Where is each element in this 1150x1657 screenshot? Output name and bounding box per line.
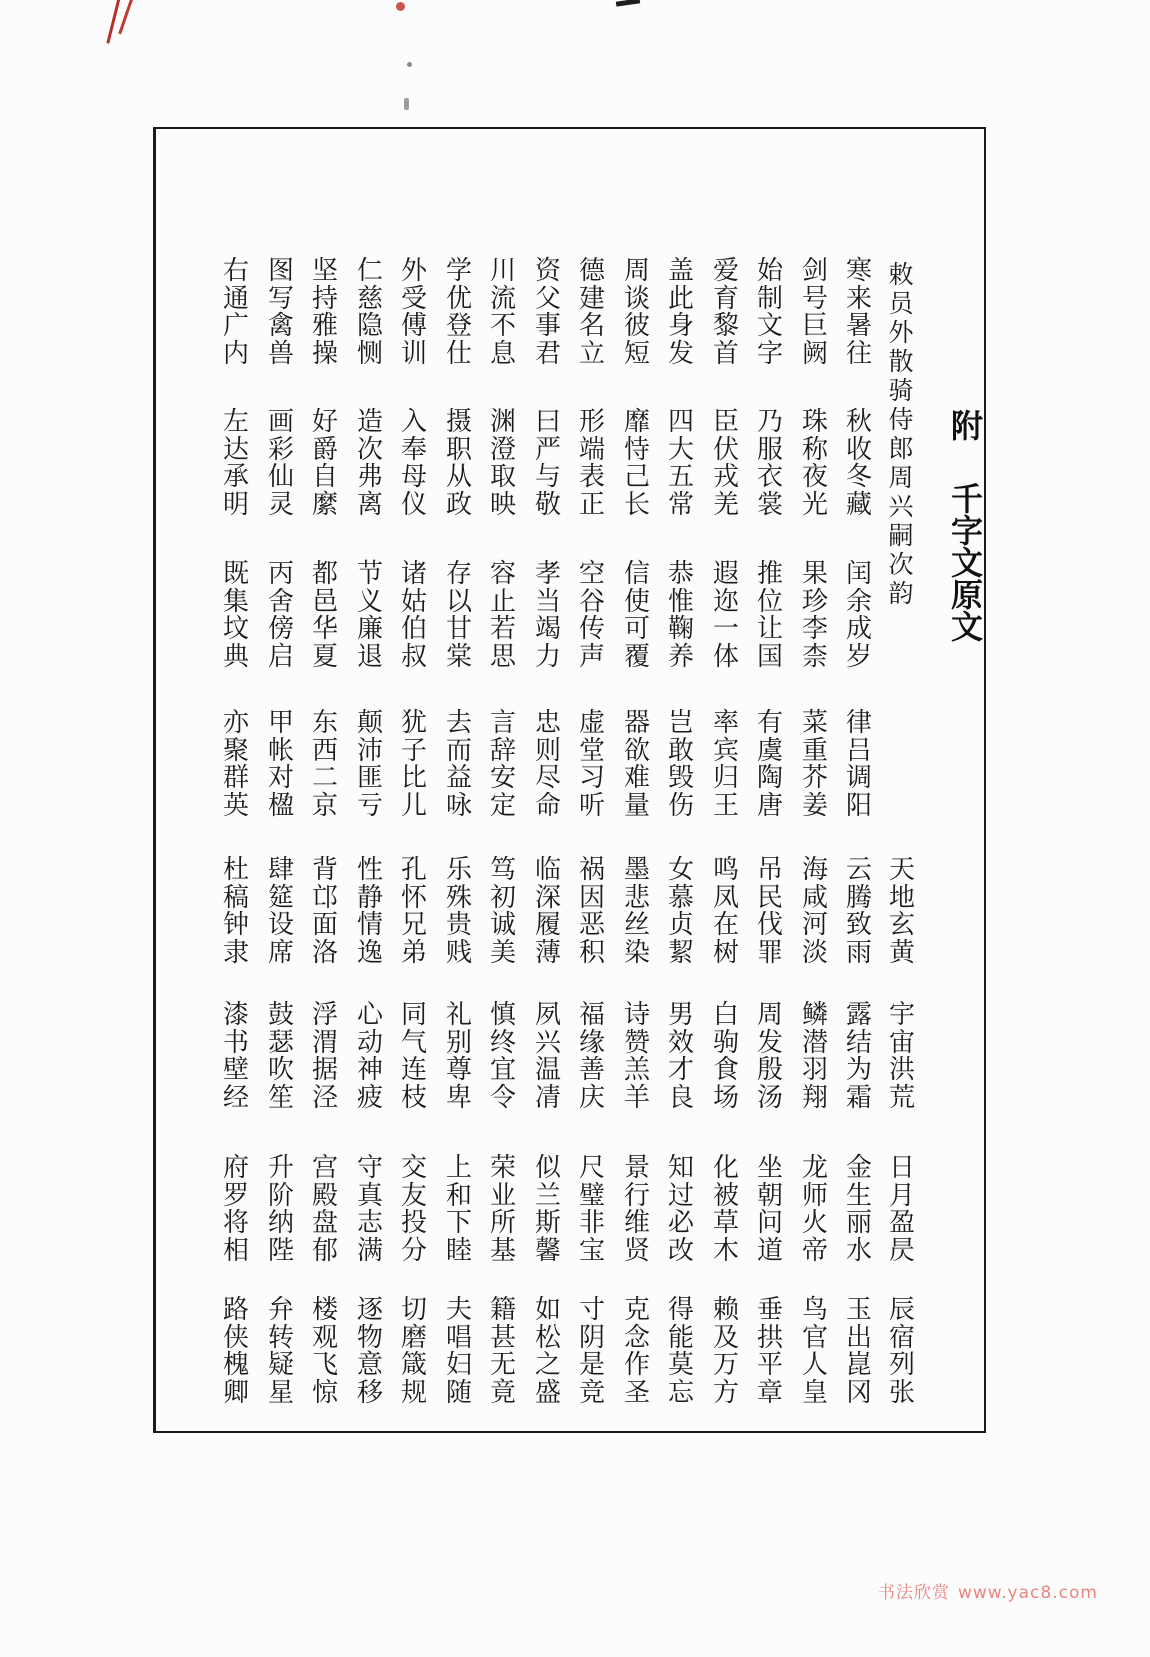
phrase-cell: 孝当竭力 — [534, 559, 561, 672]
phrase-cell: 摄职从政 — [445, 407, 472, 520]
phrase-cell: 鼓瑟吹笙 — [267, 1000, 294, 1113]
phrase-cell: 荣业所基 — [489, 1153, 516, 1266]
phrase-cell: 盖此身发 — [667, 256, 694, 369]
phrase-cell: 甲帐对楹 — [267, 708, 294, 821]
attribution-column: 敕员外散骑侍郎周兴嗣次韵 — [888, 260, 914, 608]
phrase-cell: 剑号巨阙 — [801, 256, 828, 369]
scan-artifact-red-stroke-2 — [118, 0, 135, 34]
phrase-cell: 岂敢毁伤 — [667, 708, 694, 821]
phrase-cell: 器欲难量 — [623, 708, 650, 821]
scan-artifact-red-dot — [396, 2, 405, 11]
phrase-cell: 孔怀兄弟 — [400, 855, 427, 968]
phrase-cell: 菜重芥姜 — [801, 708, 828, 821]
phrase-cell: 亦聚群英 — [222, 708, 249, 821]
phrase-cell: 川流不息 — [489, 256, 516, 369]
appendix-label: 附 — [950, 407, 983, 445]
phrase-cell: 空谷传声 — [578, 559, 605, 672]
phrase-cell: 去而益咏 — [445, 708, 472, 821]
phrase-cell: 得能莫忘 — [667, 1295, 694, 1408]
phrase-cell: 景行维贤 — [623, 1153, 650, 1266]
scan-artifact-gray-speck-1 — [407, 62, 412, 67]
page-title: 千字文原文 — [950, 480, 983, 646]
watermark-site-name: 书法欣赏 — [878, 1583, 950, 1603]
phrase-cell: 夙兴温凊 — [534, 1000, 561, 1113]
phrase-cell: 金生丽水 — [845, 1153, 872, 1266]
phrase-cell: 坐朝问道 — [756, 1153, 783, 1266]
phrase-cell: 率宾归王 — [712, 708, 739, 821]
phrase-cell: 如松之盛 — [534, 1295, 561, 1408]
phrase-cell: 礼别尊卑 — [445, 1000, 472, 1113]
phrase-cell: 节义廉退 — [356, 559, 383, 672]
phrase-cell: 宇宙洪荒 — [888, 1000, 915, 1113]
phrase-cell: 浮渭据泾 — [311, 1000, 338, 1113]
phrase-cell: 资父事君 — [534, 256, 561, 369]
phrase-cell: 垂拱平章 — [756, 1295, 783, 1408]
phrase-cell: 天地玄黄 — [888, 855, 915, 968]
phrase-cell: 白驹食场 — [712, 1000, 739, 1113]
phrase-cell: 既集坟典 — [222, 559, 249, 672]
phrase-cell: 存以甘棠 — [445, 559, 472, 672]
scan-artifact-red-stroke-1 — [106, 0, 120, 44]
phrase-cell: 容止若思 — [489, 559, 516, 672]
phrase-cell: 日月盈昃 — [888, 1153, 915, 1266]
phrase-cell: 果珍李柰 — [801, 559, 828, 672]
phrase-cell: 漆书壁经 — [222, 1000, 249, 1113]
phrase-cell: 颠沛匪亏 — [356, 708, 383, 821]
phrase-cell: 画彩仙灵 — [267, 407, 294, 520]
phrase-cell: 有虞陶唐 — [756, 708, 783, 821]
phrase-cell: 楼观飞惊 — [311, 1295, 338, 1408]
phrase-cell: 克念作圣 — [623, 1295, 650, 1408]
phrase-cell: 推位让国 — [756, 559, 783, 672]
phrase-cell: 渊澄取映 — [489, 407, 516, 520]
phrase-cell: 同气连枝 — [400, 1000, 427, 1113]
phrase-cell: 坚持雅操 — [311, 256, 338, 369]
phrase-cell: 秋收冬藏 — [845, 407, 872, 520]
phrase-cell: 丙舍傍启 — [267, 559, 294, 672]
phrase-cell: 右通广内 — [222, 256, 249, 369]
phrase-cell: 遐迩一体 — [712, 559, 739, 672]
phrase-cell: 学优登仕 — [445, 256, 472, 369]
phrase-cell: 知过必改 — [667, 1153, 694, 1266]
phrase-cell: 忠则尽命 — [534, 708, 561, 821]
scan-artifact-gray-speck-2 — [404, 98, 409, 110]
phrase-cell: 海咸河淡 — [801, 855, 828, 968]
phrase-cell: 升阶纳陛 — [267, 1153, 294, 1266]
phrase-cell: 性静情逸 — [356, 855, 383, 968]
phrase-cell: 籍甚无竟 — [489, 1295, 516, 1408]
phrase-cell: 男效才良 — [667, 1000, 694, 1113]
phrase-cell: 外受傅训 — [400, 256, 427, 369]
phrase-cell: 似兰斯馨 — [534, 1153, 561, 1266]
phrase-cell: 慎终宜令 — [489, 1000, 516, 1113]
phrase-cell: 女慕贞絜 — [667, 855, 694, 968]
phrase-cell: 赖及万方 — [712, 1295, 739, 1408]
phrase-cell: 周谈彼短 — [623, 256, 650, 369]
phrase-cell: 信使可覆 — [623, 559, 650, 672]
phrase-cell: 寒来暑往 — [845, 256, 872, 369]
phrase-cell: 鸣凤在树 — [712, 855, 739, 968]
phrase-cell: 吊民伐罪 — [756, 855, 783, 968]
phrase-cell: 交友投分 — [400, 1153, 427, 1266]
phrase-cell: 夫唱妇随 — [445, 1295, 472, 1408]
phrase-cell: 图写禽兽 — [267, 256, 294, 369]
phrase-cell: 福缘善庆 — [578, 1000, 605, 1113]
phrase-cell: 临深履薄 — [534, 855, 561, 968]
phrase-cell: 尺璧非宝 — [578, 1153, 605, 1266]
phrase-cell: 恭惟鞠养 — [667, 559, 694, 672]
phrase-cell: 闰余成岁 — [845, 559, 872, 672]
phrase-cell: 周发殷汤 — [756, 1000, 783, 1113]
phrase-cell: 珠称夜光 — [801, 407, 828, 520]
phrase-cell: 言辞安定 — [489, 708, 516, 821]
phrase-cell: 心动神疲 — [356, 1000, 383, 1113]
phrase-cell: 杜稿钟隶 — [222, 855, 249, 968]
phrase-cell: 鳞潜羽翔 — [801, 1000, 828, 1113]
phrase-cell: 露结为霜 — [845, 1000, 872, 1113]
phrase-cell: 上和下睦 — [445, 1153, 472, 1266]
phrase-cell: 虚堂习听 — [578, 708, 605, 821]
phrase-cell: 切磨箴规 — [400, 1295, 427, 1408]
phrase-cell: 律吕调阳 — [845, 708, 872, 821]
phrase-cell: 仁慈隐恻 — [356, 256, 383, 369]
phrase-cell: 诸姑伯叔 — [400, 559, 427, 672]
phrase-cell: 路侠槐卿 — [222, 1295, 249, 1408]
watermark — [878, 1578, 1146, 1603]
phrase-cell: 乃服衣裳 — [756, 407, 783, 520]
phrase-cell: 爱育黎首 — [712, 256, 739, 369]
phrase-cell: 臣伏戎羌 — [712, 407, 739, 520]
watermark-site-url[interactable]: www.yac8.com — [958, 1583, 1098, 1603]
phrase-cell: 曰严与敬 — [534, 407, 561, 520]
phrase-cell: 乐殊贵贱 — [445, 855, 472, 968]
scan-artifact-black-dash — [616, 0, 640, 7]
phrase-cell: 鸟官人皇 — [801, 1295, 828, 1408]
phrase-cell: 墨悲丝染 — [623, 855, 650, 968]
phrase-cell: 四大五常 — [667, 407, 694, 520]
phrase-cell: 笃初诚美 — [489, 855, 516, 968]
phrase-cell: 东西二京 — [311, 708, 338, 821]
phrase-cell: 德建名立 — [578, 256, 605, 369]
phrase-cell: 祸因恶积 — [578, 855, 605, 968]
phrase-cell: 云腾致雨 — [845, 855, 872, 968]
phrase-cell: 都邑华夏 — [311, 559, 338, 672]
phrase-cell: 形端表正 — [578, 407, 605, 520]
phrase-cell: 寸阴是竞 — [578, 1295, 605, 1408]
phrase-cell: 龙师火帝 — [801, 1153, 828, 1266]
phrase-cell: 化被草木 — [712, 1153, 739, 1266]
phrase-cell: 肆筵设席 — [267, 855, 294, 968]
phrase-cell: 玉出崑冈 — [845, 1295, 872, 1408]
phrase-cell: 好爵自縻 — [311, 407, 338, 520]
phrase-cell: 弁转疑星 — [267, 1295, 294, 1408]
phrase-cell: 宫殿盘郁 — [311, 1153, 338, 1266]
phrase-cell: 府罗将相 — [222, 1153, 249, 1266]
phrase-cell: 守真志满 — [356, 1153, 383, 1266]
phrase-cell: 左达承明 — [222, 407, 249, 520]
phrase-cell: 造次弗离 — [356, 407, 383, 520]
phrase-cell: 逐物意移 — [356, 1295, 383, 1408]
phrase-cell: 背邙面洛 — [311, 855, 338, 968]
phrase-cell: 靡恃己长 — [623, 407, 650, 520]
phrase-cell: 辰宿列张 — [888, 1295, 915, 1408]
phrase-cell: 诗赞羔羊 — [623, 1000, 650, 1113]
phrase-cell: 入奉母仪 — [400, 407, 427, 520]
phrase-cell: 犹子比儿 — [400, 708, 427, 821]
phrase-cell: 始制文字 — [756, 256, 783, 369]
